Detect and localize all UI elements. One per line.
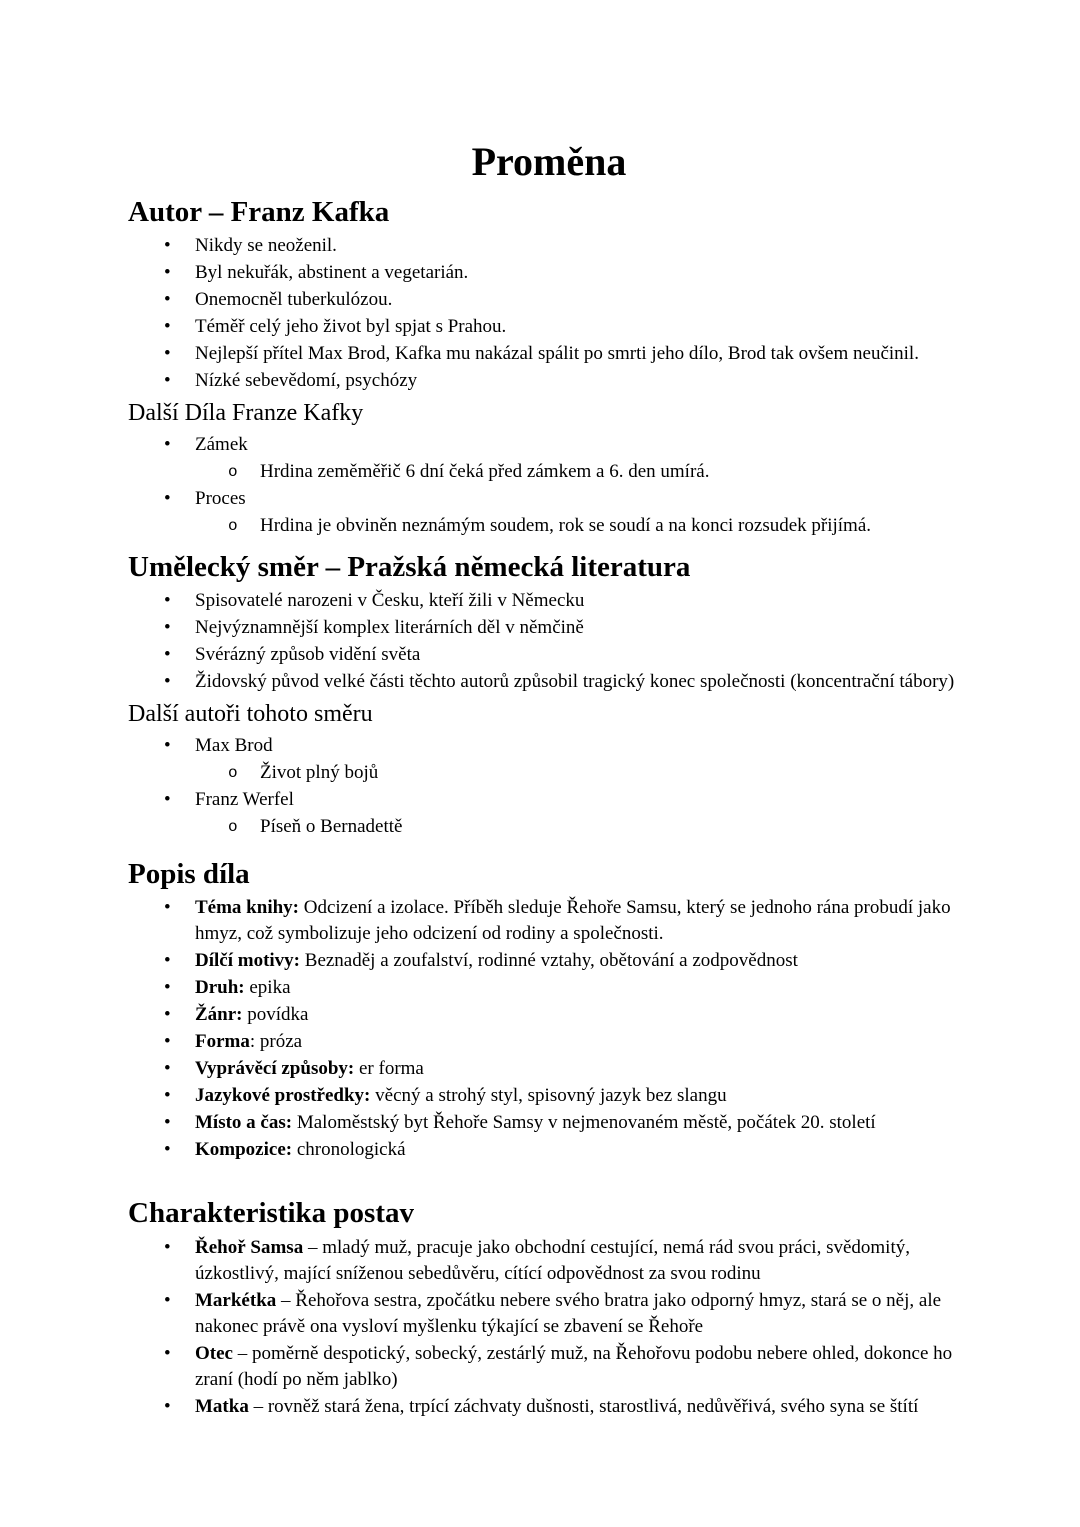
list-item xyxy=(128,459,970,485)
bullet-list-charakteristika xyxy=(128,1235,970,1420)
list-item-text: Svérázný způsob vidění světa xyxy=(195,644,421,666)
bold-term: Žánr: xyxy=(195,1004,243,1026)
list-item xyxy=(128,1002,970,1028)
bullet-list-popis-dila xyxy=(128,895,970,1163)
bold-term: Téma knihy: xyxy=(195,897,299,919)
list-item xyxy=(128,975,970,1001)
list-item-text: er forma xyxy=(354,1058,424,1080)
list-item xyxy=(128,1394,970,1420)
list-item-text: Hrdina je obviněn neznámým soudem, rok se soudí a na konci rozsudek přijímá. xyxy=(260,514,872,536)
list-item xyxy=(128,733,970,759)
bold-term: Dílčí motivy: xyxy=(195,950,301,972)
list-item xyxy=(128,1029,970,1055)
list-item xyxy=(128,642,970,668)
list-item-text: – Řehořova sestra, zpočátku nebere svého bratra jako odporný hmyz, stará se o něj, ale nakonec právě ona vysloví myšlenku týkající se zbavení se Řehoře xyxy=(195,1289,942,1337)
list-item xyxy=(128,287,970,313)
list-item xyxy=(128,588,970,614)
list-item-text: Nízké sebevědomí, psychózy xyxy=(195,370,418,392)
list-item-text: Zámek xyxy=(195,433,248,455)
list-item xyxy=(128,1137,970,1163)
document-title: Proměna xyxy=(471,139,627,184)
list-item-text: Franz Werfel xyxy=(195,788,294,810)
bullet-list-umelecky-smer xyxy=(128,588,970,695)
list-item xyxy=(128,432,970,458)
bold-term: Vyprávěcí způsoby: xyxy=(195,1058,355,1080)
list-item xyxy=(128,787,970,813)
list-item xyxy=(128,1288,970,1340)
list-item-text: – rovněž stará žena, trpící záchvaty dušnosti, starostlivá, nedůvěřivá, svého syna se štítí xyxy=(248,1395,919,1417)
list-item-text: Život plný bojů xyxy=(260,761,379,783)
list-item xyxy=(128,341,970,367)
list-item xyxy=(128,233,970,259)
list-item-text: Proces xyxy=(195,487,246,509)
list-item-text: Píseň o Bernadettě xyxy=(260,815,403,837)
bold-term: Otec xyxy=(195,1342,233,1364)
list-item-text: věcný a strohý styl, spisovný jazyk bez slangu xyxy=(370,1085,727,1107)
list-item-text: Maloměstský byt Řehoře Samsy v nejmenovaném městě, počátek 20. století xyxy=(292,1112,876,1134)
list-item xyxy=(128,1341,970,1393)
bold-term: Kompozice: xyxy=(195,1139,293,1161)
list-item xyxy=(128,1056,970,1082)
subsection-heading-dalsi-autori: Další autoři tohoto směru xyxy=(128,701,373,728)
list-item xyxy=(128,486,970,512)
bold-term: Řehoř Samsa xyxy=(195,1236,304,1258)
list-item xyxy=(128,260,970,286)
list-item xyxy=(128,814,970,840)
list-item-text: Nejlepší přítel Max Brod, Kafka mu nakázal spálit po smrti jeho dílo, Brod tak ovšem neučinil. xyxy=(195,343,919,365)
bullet-list-dalsi-dila xyxy=(128,432,970,539)
list-item-text: Odcizení a izolace. Příběh sleduje Řehoře Samsu, který se jednoho rána probudí jako hmyz, což symbolizuje jeho odcizení od rodiny a společnosti. xyxy=(195,897,951,945)
list-item xyxy=(128,1083,970,1109)
list-item xyxy=(128,1235,970,1287)
list-item-text: – poměrně despotický, sobecký, zestárlý muž, na Řehořovu podobu nebere ohled, dokonce ho zraní (hodí po něm jablko) xyxy=(195,1342,953,1390)
bold-term: Matka xyxy=(195,1395,249,1417)
list-item xyxy=(128,615,970,641)
bold-term: Markétka xyxy=(195,1289,277,1311)
list-item-text: – mladý muž, pracuje jako obchodní cestující, nemá rád svou práci, svědomitý, úzkostlivý, mající sníženou sebedůvěru, cítící odpovědnost za svou rodinu xyxy=(195,1236,910,1284)
list-item xyxy=(128,760,970,786)
subsection-heading-dalsi-dila: Další Díla Franze Kafky xyxy=(128,400,364,427)
bullet-list-dalsi-autori xyxy=(128,733,970,840)
list-item-text: Hrdina zeměměřič 6 dní čeká před zámkem a 6. den umírá. xyxy=(260,460,710,482)
list-item-text: Max Brod xyxy=(195,734,273,756)
bold-term: Forma xyxy=(195,1031,250,1053)
list-item-text: Spisovatelé narozeni v Česku, kteří žili v Německu xyxy=(195,590,585,612)
bold-term: Druh: xyxy=(195,977,245,999)
list-item-text: : próza xyxy=(249,1031,303,1053)
list-item xyxy=(128,948,970,974)
list-item xyxy=(128,368,970,394)
list-item-text: povídka xyxy=(242,1004,309,1026)
list-item-text: Beznaděj a zoufalství, rodinné vztahy, obětování a zodpovědnost xyxy=(300,950,798,972)
section-heading-autor: Autor – Franz Kafka xyxy=(128,196,390,228)
list-item-text: Onemocněl tuberkulózou. xyxy=(195,289,393,311)
list-item-text: chronologická xyxy=(292,1139,406,1161)
bold-term: Místo a čas: xyxy=(195,1112,293,1134)
list-item xyxy=(128,669,970,695)
list-item xyxy=(128,314,970,340)
list-item-text: Byl nekuřák, abstinent a vegetarián. xyxy=(195,262,469,284)
list-item xyxy=(128,513,970,539)
list-item-text: Téměř celý jeho život byl spjat s Prahou. xyxy=(195,316,507,338)
bullet-list-autor xyxy=(128,233,970,394)
list-item-text: Židovský původ velké části těchto autorů způsobil tragický konec společnosti (koncentrační tábory) xyxy=(195,671,955,693)
section-heading-popis-dila: Popis díla xyxy=(128,857,250,890)
bold-term: Jazykové prostředky: xyxy=(195,1085,371,1107)
list-item-text: Nejvýznamnější komplex literárních děl v němčině xyxy=(195,617,584,639)
list-item xyxy=(128,1110,970,1136)
list-item-text: epika xyxy=(244,977,291,999)
section-heading-umelecky-smer: Umělecký směr – Pražská německá literatura xyxy=(128,550,691,583)
section-heading-charakteristika: Charakteristika postav xyxy=(128,1197,414,1230)
list-item-text: Nikdy se neoženil. xyxy=(195,235,337,257)
list-item xyxy=(128,895,970,947)
